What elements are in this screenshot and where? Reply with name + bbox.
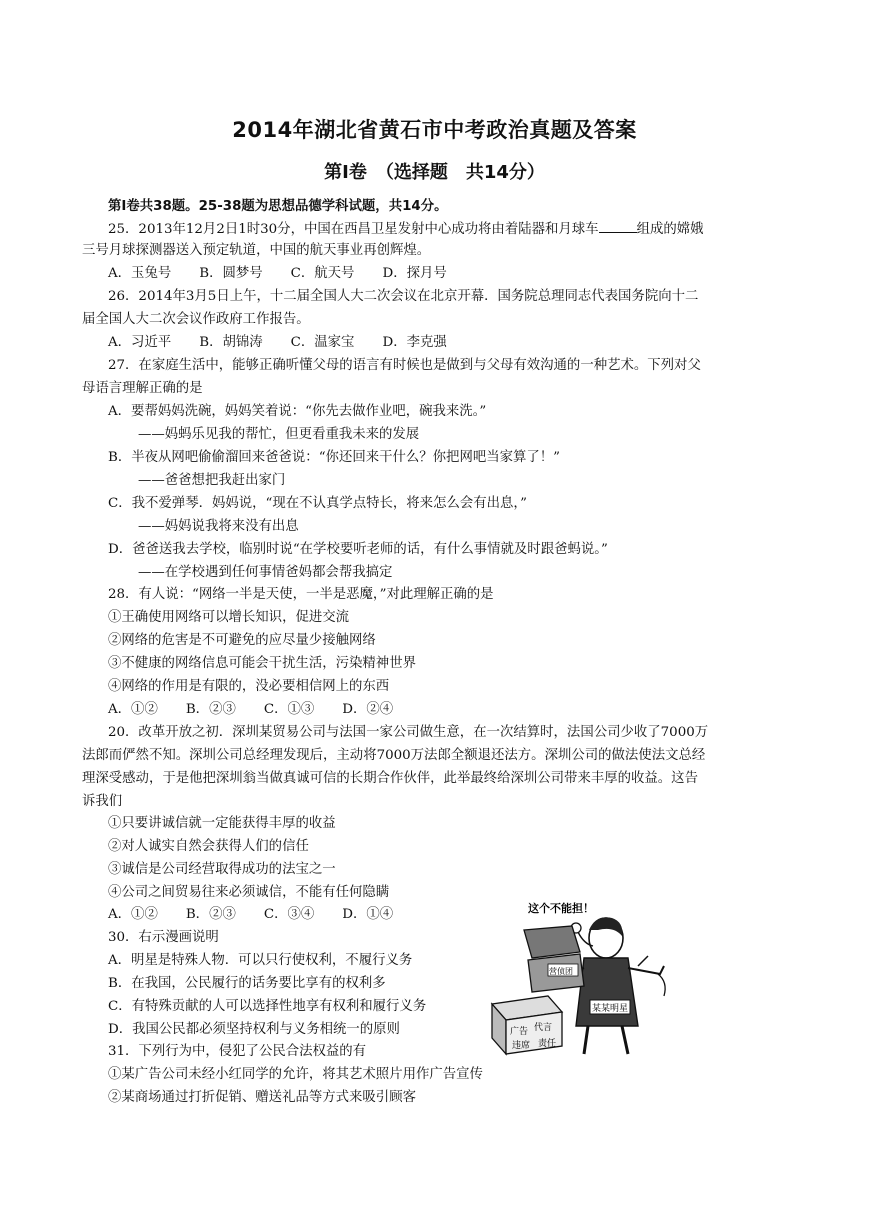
q28-option-d: D．②④ [342, 702, 394, 717]
section-subtitle: 第Ⅰ卷 （选择题 共14分） [324, 162, 545, 183]
q26-option-c: C．温家宝 [290, 335, 355, 350]
cartoon-illustration [488, 896, 684, 1056]
q30-option-c: C．有特殊贡献的人可以选择性地享有权利和履行义务 [108, 999, 427, 1014]
q31-statement-1: ①某广告公司未经小红同学的允许，将其艺术照片用作广告宣传 [108, 1067, 483, 1082]
q27-option-d: D．爸爸送我去学校，临别时说“在学校要听老师的话，有什么事情就及时跟爸蚂说。” [108, 542, 608, 557]
q28-options [108, 699, 421, 721]
q25-stem-part1: 25．2013年12月2日1时30分，中国在西昌卫星发射中心成功将由着陆器和月球车 [108, 222, 599, 237]
q26-stem-line2: 届全国人大二次会议作政府工作报告。 [82, 312, 310, 327]
q29-option-c: C．③④ [263, 907, 315, 922]
q27-option-c: C．我不爱弹琴．妈妈说，“现在不认真学点特长，将来怎么会有出息，” [108, 496, 527, 511]
q28-statement-4: ④网络的作用是有限的，没必要相信网上的东西 [108, 679, 390, 694]
instructions: 第Ⅰ卷共38题。25-38题为思想品德学科试题，共14分。 [108, 199, 448, 214]
q29-option-d: D．①④ [342, 907, 394, 922]
q27-option-a-note: ——妈蚂乐见我的帮忙，但更看重我未来的发展 [138, 427, 420, 442]
q29-option-a: A．①② [108, 907, 158, 922]
q29-option-b: B．②③ [185, 907, 236, 922]
q25-option-d: D．探月号 [382, 266, 447, 281]
q25-options [108, 263, 475, 285]
q25-stem-line1 [108, 218, 704, 241]
cartoon-held-boxes [524, 926, 584, 992]
cartoon-ground-boxes [492, 996, 562, 1054]
q28-statement-1: ①王确使用网络可以增长知识，促进交流 [108, 610, 350, 625]
q29-stem-line1: 20．改革开放之初．深圳某贸易公司与法国一家公司做生意，在一次结算时，法国公司少收了7000万 [108, 725, 709, 740]
q27-option-a: A．要帮妈妈洗碗，妈妈笑着说：“你先去做作业吧，碗我来洗。” [108, 404, 487, 419]
q31-stem: 31．下列行为中，侵犯了公民合法权益的有 [108, 1044, 367, 1059]
q28-statement-2: ②网络的危害是不可避免的应尽量少接触网络 [108, 633, 376, 648]
q28-option-c: C．①③ [263, 702, 315, 717]
cartoon-box-endorse: 代言 [534, 1023, 553, 1033]
q26-options [108, 332, 475, 354]
q26-option-b: B．胡锦涛 [199, 335, 263, 350]
q29-statement-1: ①只要讲诚信就一定能获得丰厚的收益 [108, 816, 336, 831]
q29-options [108, 904, 421, 926]
q26-option-d: D．李克强 [382, 335, 447, 350]
q28-option-b: B．②③ [185, 702, 236, 717]
q30-option-d: D．我国公民都必须坚持权利与义务相统一的原则 [108, 1022, 400, 1037]
q28-statement-3: ③不健康的网络信息可能会干扰生活，污染精神世界 [108, 656, 416, 671]
cartoon-box-violation: 违席 [512, 1041, 531, 1051]
q31-statement-2: ②某商场通过打折促销、赠送礼品等方式来吸引顾客 [108, 1090, 416, 1105]
q28-option-a: A．①② [108, 702, 158, 717]
q30-option-b: B．在我国，公民履行的话务要比享有的权利多 [108, 976, 386, 991]
q27-option-b-note: ——爸爸想把我赶出家门 [138, 473, 286, 488]
q25-blank [599, 218, 637, 233]
q27-option-c-note: ——妈妈说我将来没有出息 [138, 519, 299, 534]
q25-option-a: A．玉兔号 [108, 266, 172, 281]
q30-stem: 30．右示漫画说明 [108, 930, 219, 945]
q29-stem-line4: 诉我们 [82, 794, 123, 809]
cartoon-speech: 这个不能担！ [528, 902, 594, 915]
q29-statement-2: ②对人诚实自然会获得人们的信任 [108, 839, 309, 854]
q25-option-c: C．航天号 [290, 266, 355, 281]
q29-stem-line2: 法郎而俨然不知。深圳公司总经理发现后，主动将7000万法郎全额退还法方。深圳公司的做法使法文总经 [82, 748, 706, 763]
q30-option-a: A．明星是特殊人物．可以只行使权利，不履行义务 [108, 953, 413, 968]
cartoon-box-ad: 广告 [510, 1027, 529, 1037]
q29-statement-3: ③诚信是公司经营取得成功的法宝之一 [108, 862, 336, 877]
q25-option-b: B．圆梦号 [199, 266, 263, 281]
cartoon-box-label: 营侦团 [549, 967, 573, 976]
q27-option-d-note: ——在学校遇到任何事情爸妈都会帮我搞定 [138, 565, 393, 580]
q27-option-b: B．半夜从网吧偷偷溜回来爸爸说：“你还回来干什么？你把网吧当家算了！” [108, 450, 561, 465]
q27-stem-line1: 27．在家庭生活中，能够正确听懂父母的语言有时候也是做到与父母有效沟通的一种艺术。下列对父 [108, 358, 701, 373]
q29-stem-line3: 理深受感动，于是他把深圳翁当做真诚可信的长期合作伙伴，此举最终给深圳公司带来丰厚的收益。这告 [82, 771, 698, 786]
q28-stem: 28．有人说：“网络一半是天使，一半是恶魔，”对此理解正确的是 [108, 587, 494, 602]
q26-option-a: A．习近平 [108, 335, 172, 350]
document-title: 2014年湖北省黄石市中考政治真题及答案 [232, 118, 637, 142]
cartoon-box-responsibility: 责任 [538, 1039, 557, 1049]
q26-stem-line1: 26．2014年3月5日上午，十二届全国人大二次会议在北京开幕．国务院总理同志代表国务院向十二 [108, 289, 699, 304]
cartoon-shirt-label: 某某明星 [592, 1004, 629, 1014]
q27-stem-line2: 母语言理解正确的是 [82, 381, 203, 396]
q25-stem-part2: 组成的嫦娥 [636, 222, 704, 237]
q29-statement-4: ④公司之间贸易往来必须诚信，不能有任何隐瞒 [108, 885, 390, 900]
q25-stem-line2: 三号月球探测器送入预定轨道，中国的航天事业再创辉煌。 [82, 243, 431, 258]
